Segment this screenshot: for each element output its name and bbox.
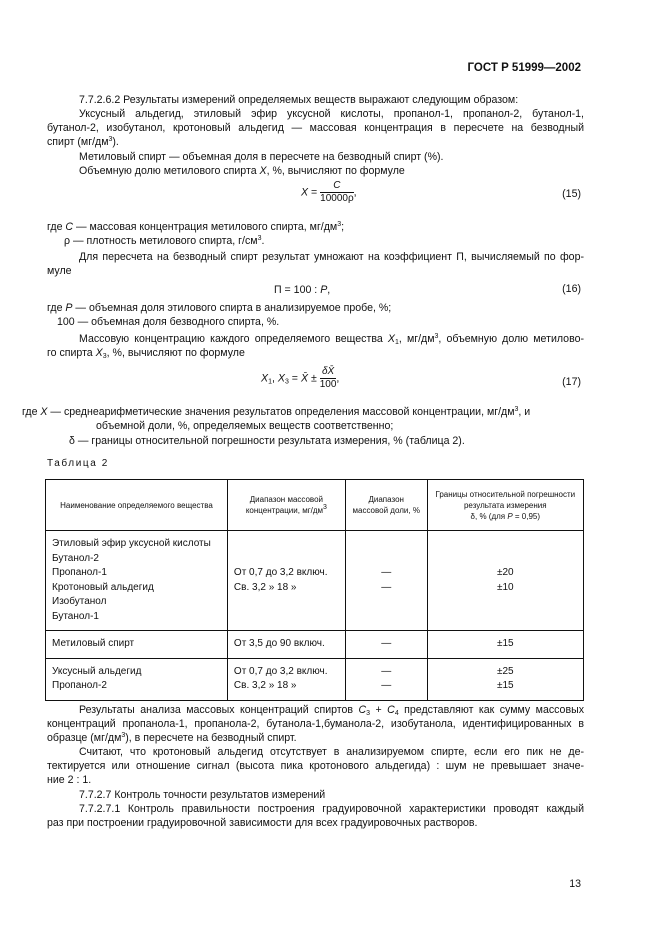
- formula-17: $X_1$, $X_3$ = X̄ ± $\frac{\delta X̄}{100}$ ,: [261, 366, 340, 390]
- group2-range: От 3,5 до 90 включ.: [227, 631, 345, 659]
- paragraph-mass-concentration-line1: Массовую концентрацию каждого определяемого вещества $X_1$, $мг/дм^3$, объемную долю метилово-: [79, 333, 584, 346]
- paragraph-7-7-2-7-1-line1: 7.7.2.7.1 Контроль правильности построения градуировочной характеристики проводят каждый: [79, 803, 584, 815]
- paragraph-conversion-line1: Для пересчета на безводный спирт результат умножают на коэффициент П, вычисляемый по фор-: [79, 251, 584, 263]
- paragraph-alcohols-line2: концентраций пропанола-1, пропанола-2, бутанола-1,буманола-2, изобутанола, идентифицированных в: [47, 718, 584, 730]
- where-p-definition: где P — объемная доля этилового спирта в анализируемое пробе, %;: [47, 302, 392, 314]
- paragraph-methanol: Метиловый спирт — объемная доля в пересчете на безводный спирт (%).: [79, 151, 444, 163]
- where-delta-definition: δ — границы относительной погрешности результата измерения, % (таблица 2).: [69, 435, 465, 447]
- group1-ranges: От 0,7 до 3,2 включ. Св. 3,2 » 18 »: [227, 531, 345, 631]
- paragraph-crotonaldehyde-line1: Считают, что кротоновый альдегид отсутствует в анализируемом спирте, если его пик не де-: [79, 746, 584, 758]
- header-error-bounds: Границы относительной погрешности результата измерения δ, % (для P = 0,95): [427, 480, 583, 531]
- group1-volume: — —: [345, 531, 427, 631]
- group1-errors: ±20 ±10: [427, 531, 583, 631]
- paragraph-substances-line2: бутанол-2, изобутанол, кротоновый альдегид — массовая концентрация в пересчете на безводный: [47, 122, 584, 134]
- paragraph-methanol-formula-intro: Объемную долю метилового спирта X, %, вычисляют по формуле: [79, 165, 405, 177]
- page-number: 13: [569, 878, 581, 890]
- equation-number-16: (16): [562, 283, 581, 295]
- paragraph-mass-concentration-line2: го спирта $X_3$, %, вычисляют по формуле: [47, 347, 245, 360]
- paragraph-substances-line3: спирт $(мг/дм^3)$.: [47, 136, 119, 148]
- header-substance: Наименование определяемого вещества: [46, 480, 228, 531]
- where-x-definition-cont: объемной доли, %, определяемых веществ соответственно;: [96, 420, 394, 432]
- paragraph-conversion-line2: муле: [47, 265, 72, 277]
- paragraph-7-7-2-6-2: 7.7.2.6.2 Результаты измерений определяемых веществ выражают следующим образом:: [79, 94, 519, 106]
- group1-names: Этиловый эфир уксусной кислоты Бутанол-2 Пропанол-1 Кротоновый альдегид Изобутанол Бутанол-1: [46, 531, 228, 631]
- where-rho-definition: ρ — плотность метилового спирта, $г/см^3$.: [64, 235, 265, 247]
- table-caption: Таблица 2: [47, 458, 109, 469]
- paragraph-crotonaldehyde-line2: тектируется или отношение сигнал (высота пика кротонового альдегида) : шум не превышает значе-: [47, 760, 584, 772]
- formula-16: П = 100 : P,: [274, 284, 331, 296]
- section-7-7-2-7-heading: 7.7.2.7 Контроль точности результатов измерений: [79, 789, 326, 801]
- group2-volume: —: [345, 631, 427, 659]
- paragraph-crotonaldehyde-line3: ние 2 : 1.: [47, 774, 92, 786]
- group3-errors: ±25 ±15: [427, 658, 583, 700]
- equation-number-15: (15): [562, 188, 581, 200]
- table-row: [46, 531, 584, 631]
- paragraph-alcohols-line1: Результаты анализа массовых концентраций спиртов $C_3 + C_4$ представляют как сумму массовых: [79, 704, 584, 717]
- paragraph-substances-line1: Уксусный альдегид, этиловый эфир уксусной кислоты, пропанол-1, пропанол-2, бутанол-1,: [79, 108, 584, 120]
- header-mass-range: Диапазон массовой концентрации, $мг/дм^3$: [227, 480, 345, 531]
- formula-15: X = $\frac{C}{10000\rho}$ ,: [301, 180, 357, 204]
- group2-error: ±15: [427, 631, 583, 659]
- group3-names: Уксусный альдегид Пропанол-2: [46, 658, 228, 700]
- group3-volume: — —: [345, 658, 427, 700]
- table-header-row: [46, 480, 584, 531]
- table-2: [45, 479, 584, 701]
- document-header: ГОСТ Р 51999—2002: [467, 62, 581, 74]
- paragraph-alcohols-line3: образце $(мг/дм^3)$, в пересчете на безводный спирт.: [47, 732, 297, 744]
- group3-ranges: От 0,7 до 3,2 включ. Св. 3,2 » 18 »: [227, 658, 345, 700]
- equation-number-17: (17): [562, 376, 581, 388]
- paragraph-7-7-2-7-1-line2: раз при построении градуировочной зависимости для всех градуировочных растворов.: [47, 817, 478, 829]
- table-row: [46, 658, 584, 700]
- group2-name: Метиловый спирт: [46, 631, 228, 659]
- where-x-definition: где X — среднеарифметические значения результатов определения массовой концентрации, $мг/дм^3$, и: [22, 406, 531, 418]
- header-volume-range: Диапазон массовой доли, %: [345, 480, 427, 531]
- where-100-definition: 100 — объемная доля безводного спирта, %.: [57, 316, 280, 328]
- where-c-definition: где C — массовая концентрация метилового спирта, $мг/дм^3$;: [47, 221, 345, 233]
- table-row: [46, 631, 584, 659]
